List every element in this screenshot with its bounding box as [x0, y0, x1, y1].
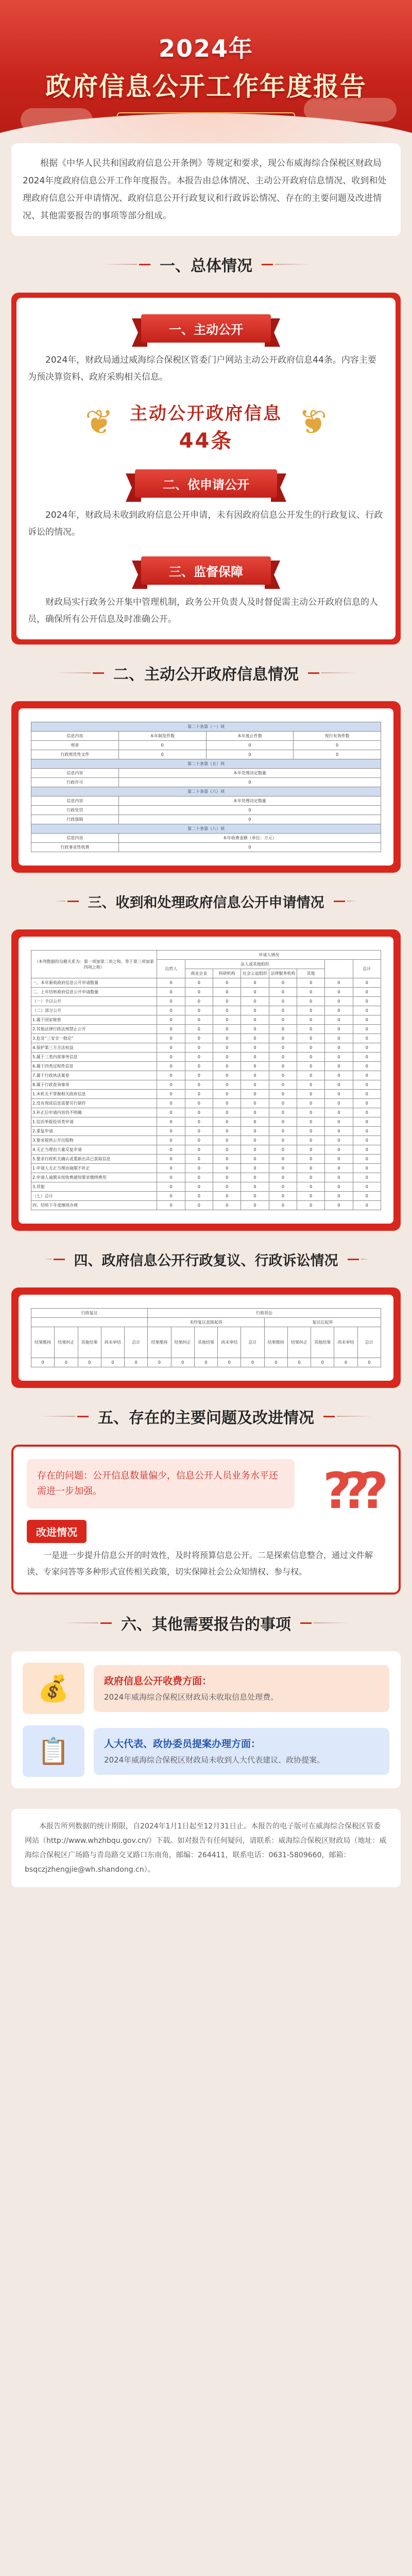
table-row: 行政处罚 0 [31, 806, 381, 815]
table-header: 结果纠正 [287, 1327, 311, 1358]
overall-card [11, 293, 401, 645]
table-header: 结果维持 [31, 1327, 55, 1358]
highlight-badge [85, 399, 327, 454]
section-heading [0, 1231, 412, 1287]
table-header: 总计 [353, 960, 381, 978]
table-band: 第二十条第（一）项 [31, 722, 381, 732]
ribbon-active-disclosure: 一、主动公开 [141, 314, 271, 343]
intro-text: 根据《中华人民共和国政府信息公开条例》等规定和要求，现公布威海综合保税区财政局2024年度政府信息公开工作年度报告。本报告由总体情况、主动公开政府信息情况、收到和处理政府信息公开申请情况、政府信息公开行政复议和行政诉讼情况、存在的主要问题及改进情况、其他需要报告的事项等部分组成。 [23, 158, 387, 221]
table-row: 4.无正当理由大量反复申请 0 0 0 0 0 0 0 0 [31, 1145, 381, 1155]
matter-fee-title: 政府信息公开收费方面： [104, 1675, 212, 1687]
table-applications [31, 950, 381, 1210]
table-header: 总计 [357, 1327, 381, 1358]
section-heading [0, 236, 412, 293]
table-row: 一、本年新收政府信息公开申请数量 0 0 0 0 0 0 0 0 [31, 978, 381, 988]
table-header: 信息内容 [31, 732, 119, 741]
section-title-5: 五、存在的主要问题及改进情况 [98, 1409, 314, 1427]
table-header: 其他 [297, 969, 325, 978]
table-header: 信息内容 [31, 796, 119, 806]
table-header: 其他结果 [78, 1327, 101, 1358]
table-header: 行政诉讼 [148, 1309, 381, 1318]
matter-fee [23, 1663, 389, 1714]
table-header: 本年收费金额（单位：万元） [118, 834, 381, 843]
table-header: 自然人 [157, 960, 185, 978]
table-applications-card [11, 929, 401, 1231]
matter-proposals [23, 1725, 389, 1777]
question-mark-icon: ??? [322, 1462, 378, 1520]
table-row: （七）总计 0 0 0 0 0 0 0 0 [31, 1192, 381, 1201]
table-review-litigation [31, 1308, 381, 1367]
hero-title: 政府信息公开工作年度报告 [45, 72, 367, 101]
table-header: 尚未审结 [218, 1327, 241, 1358]
footer-note [11, 1809, 401, 1887]
table-row: 8.属于行政查询事项 0 0 0 0 0 0 0 0 [31, 1080, 381, 1090]
table-header: 本年制发件数 [118, 732, 206, 741]
section-title-6: 六、其他需要报告的事项 [121, 1616, 291, 1634]
document-icon: 📋 [23, 1725, 84, 1777]
ribbon-supervision: 三、监督保障 [141, 556, 271, 585]
table-header: 其他结果 [311, 1327, 334, 1358]
table-header: 现行有效件数 [294, 732, 381, 741]
matter-fee-text: 2024年威海综合保税区财政局未收取信息处理费。 [104, 1692, 279, 1702]
laurel-icon: ❦ [298, 402, 327, 442]
supervision-text: 财政局实行政务公开集中管理机制，政务公开负责人及时督促需主动公开政府信息的人员，确保所有公开信息及时准确公开。 [28, 597, 378, 624]
table-header: 尚未审结 [101, 1327, 124, 1358]
intro-card [11, 143, 401, 236]
table-header: 结果维持 [264, 1327, 287, 1358]
table-row: 四、结转下年度继续办理 0 0 0 0 0 0 0 0 [31, 1201, 381, 1210]
table-row: 2.申请人逾期未按收费通知要求缴纳费用 0 0 0 0 0 0 0 0 [31, 1173, 381, 1182]
table-header: 社会公益组织 [241, 969, 269, 978]
table-row: 行政强制 0 [31, 815, 381, 824]
section-title-2: 二、主动公开政府信息情况 [113, 666, 299, 684]
table-header: 本年废止件数 [206, 732, 294, 741]
table-row: 5.属于三类内部事务信息 0 0 0 0 0 0 0 0 [31, 1053, 381, 1062]
table-band: 第二十条第（五）项 [31, 759, 381, 769]
hero-year: 2024年 [158, 35, 254, 62]
table-row: 2.没有现成信息需要另行制作 0 0 0 0 0 0 0 0 [31, 1099, 381, 1108]
section-heading [0, 873, 412, 929]
table-header: 复议后起诉 [264, 1318, 381, 1327]
table-header: 商业企业 [185, 969, 213, 978]
table-row: 2.其他法律行政法规禁止公开 0 0 0 0 0 0 0 0 [31, 1025, 381, 1034]
highlight-label: 主动公开政府信息 [130, 403, 282, 424]
other-matters-card [11, 1651, 401, 1788]
table-header: 结果纠正 [171, 1327, 194, 1358]
section-title-1: 一、总体情况 [160, 257, 252, 275]
table-header [325, 960, 353, 978]
laurel-icon: ❦ [85, 402, 114, 442]
table-header: 其他结果 [194, 1327, 217, 1358]
section-heading [0, 645, 412, 701]
table-header: （本列数据的勾稽关系为：第一项加第二项之和，等于第三项加第四项之和） [31, 951, 157, 978]
table-row: 规章 0 0 0 [31, 741, 381, 750]
section-heading [0, 1388, 412, 1445]
existing-problems-box [27, 1459, 295, 1509]
table-row: 1.信访举报投诉类申请 0 0 0 0 0 0 0 0 [31, 1117, 381, 1127]
improve-text: 一是进一步提升信息公开的时效性，及时将预算信息公开。二是探索信息整合，通过文件解读、专家问答等多种形式宣传相关政策，切实保障社会公众知情权、参与权。 [27, 1550, 373, 1577]
table-row: 7.属于行政执法案卷 0 0 0 0 0 0 0 0 [31, 1071, 381, 1080]
table-row: 行政规范性文件 0 0 0 [31, 750, 381, 759]
table-row: 5.要求行政机关确认或重新出具已获取信息 0 0 0 0 0 0 0 0 [31, 1155, 381, 1164]
table-row: 二、上年结转政府信息公开申请数量 0 0 0 0 0 0 0 0 [31, 988, 381, 997]
table-row: 1.属于国家秘密 0 0 0 0 0 0 0 0 [31, 1015, 381, 1025]
active-disclosure-text: 2024年，财政局通过威海综合保税区管委门户网站主动公开政府信息44条。内容主要为预决算资料、政府采购相关信息。 [28, 355, 376, 382]
table-row: 1.申请人无正当理由逾期不补正 0 0 0 0 0 0 0 0 [31, 1164, 381, 1173]
matter-proposals-title: 人大代表、政协委员提案办理方面： [104, 1738, 261, 1750]
table-band: 第二十条第（六）项 [31, 787, 381, 796]
table-row: （一）予以公开 0 0 0 0 0 0 0 0 [31, 997, 381, 1006]
section-title-4: 四、政府信息公开行政复议、行政诉讼情况 [74, 1252, 338, 1269]
table-row: 2.重复申请 0 0 0 0 0 0 0 0 [31, 1127, 381, 1136]
coin-icon: 💰 [23, 1663, 84, 1714]
table-header: 总计 [125, 1327, 148, 1358]
section-heading [0, 1595, 412, 1651]
table-header: 行政复议 [31, 1309, 148, 1318]
table-row: 0 0 0 0 0 0 0 0 0 0 0 0 0 0 0 [31, 1358, 381, 1367]
table-band: 第二十条第（八）项 [31, 824, 381, 834]
table-header: 未经复议直接起诉 [148, 1318, 264, 1327]
on-request-text: 2024年，财政局未收到政府信息公开申请，未有因政府信息公开发生的行政复议、行政诉讼的情况。 [28, 510, 383, 537]
existing-problems-text: 存在的问题：公开信息数量偏少，信息公开人员业务水平还需进一步加强。 [37, 1470, 278, 1497]
table-active-disclosure-card [11, 701, 401, 873]
table-row: 3.补正后申请内容仍不明确 0 0 0 0 0 0 0 0 [31, 1108, 381, 1117]
table-header-row [31, 1327, 381, 1358]
highlight-count: 44条 [179, 429, 233, 453]
table-row: （二）部分公开 0 0 0 0 0 0 0 0 [31, 1006, 381, 1015]
table-row: 3.其他 0 0 0 0 0 0 0 0 [31, 1182, 381, 1192]
table-row: 4.保护第三方合法权益 0 0 0 0 0 0 0 0 [31, 1043, 381, 1053]
footer-text: 本报告所列数据的统计期限，自2024年1月1日起至12月31日止。本报告的电子版可在威海综合保税区管委网站（http://www.whzhbqu.gov.cn/）下载。如对报告有任何疑问，请联系：威海综合保税区财政局（地址：威海综合保税区广场路与青岛路交叉路口东南角，邮编：264411，联系电话：0631-5809660，邮箱：bsqczjzhengjie@wh.shandong.cn）。 [25, 1822, 387, 1874]
table-header: 总计 [241, 1327, 264, 1358]
table-row: 行政事业性收费 0 [31, 843, 381, 852]
table-header: 申请人情况 [157, 951, 381, 960]
ribbon-on-request: 二、依申请公开 [135, 469, 277, 498]
table-review-litigation-card [11, 1287, 401, 1388]
table-active-disclosure [31, 722, 381, 852]
table-row: 6.属于四类过程性信息 0 0 0 0 0 0 0 0 [31, 1062, 381, 1071]
table-header: 信息内容 [31, 769, 119, 778]
table-row: 1.本机关不掌握相关政府信息 0 0 0 0 0 0 0 0 [31, 1090, 381, 1099]
improve-tag: 改进情况 [27, 1520, 87, 1543]
table-header: 本年处理决定数量 [118, 769, 381, 778]
table-row: 3.要求提供公开出版物 0 0 0 0 0 0 0 0 [31, 1136, 381, 1145]
matter-proposals-text: 2024年威海综合保税区财政局未收到人大代表建议、政协提案。 [104, 1755, 325, 1765]
table-row: 3.危及“三安全一稳定” 0 0 0 0 0 0 0 0 [31, 1034, 381, 1043]
table-header: 法人或其他组织 [185, 960, 325, 969]
problems-card [11, 1445, 401, 1595]
table-header: 结果维持 [148, 1327, 171, 1358]
table-header: 尚未审结 [334, 1327, 357, 1358]
table-header: 结果纠正 [55, 1327, 78, 1358]
section-title-3: 三、收到和处理政府信息公开申请情况 [88, 894, 324, 911]
table-header: 本年处理决定数量 [118, 796, 381, 806]
table-header: 信息内容 [31, 834, 119, 843]
table-header [31, 1318, 148, 1327]
table-header: 科研机构 [213, 969, 241, 978]
table-row: 行政许可 0 [31, 778, 381, 787]
table-header: 法律服务机构 [269, 969, 297, 978]
